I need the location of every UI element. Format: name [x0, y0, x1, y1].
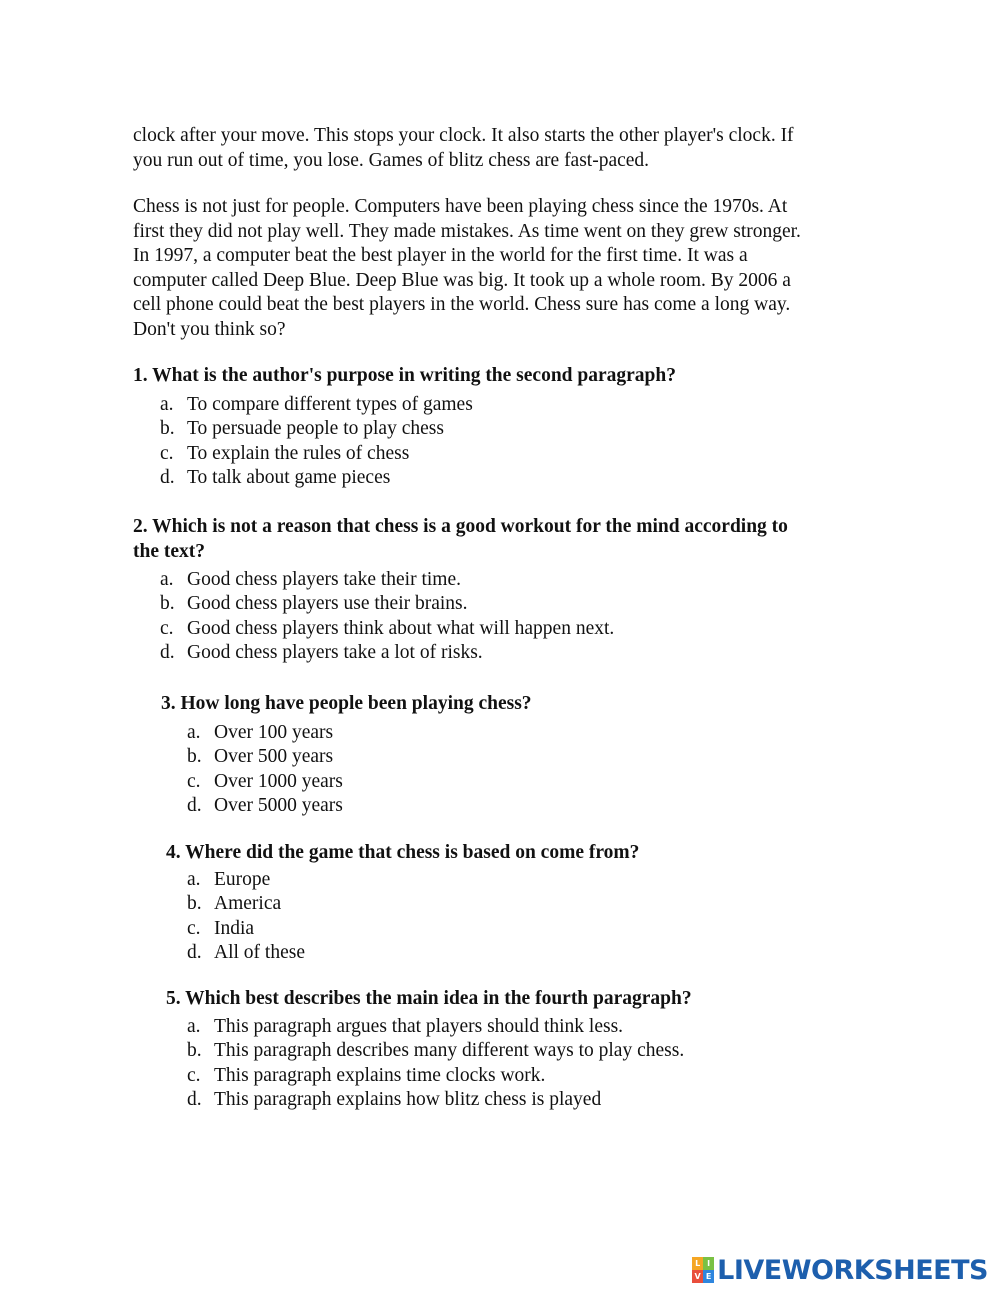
question-text: 5. Which best describes the main idea in the fourth paragraph? — [166, 988, 692, 1009]
option-letter: c. — [187, 1064, 201, 1086]
question-text: 3. How long have people been playing chess? — [161, 693, 532, 714]
paragraph-line: Don't you think so? — [133, 318, 286, 340]
option-d[interactable] — [187, 794, 343, 818]
option-text: To talk about game pieces — [187, 466, 391, 488]
option-text: India — [214, 917, 255, 939]
option-letter: a. — [187, 869, 201, 890]
option-letter: a. — [187, 722, 201, 743]
question-text: the text? — [133, 540, 206, 562]
option-text: To explain the rules of chess — [187, 442, 410, 464]
option-letter: b. — [187, 893, 202, 915]
option-letter: b. — [187, 1040, 202, 1062]
option-letter: c. — [160, 617, 174, 639]
option-letter: b. — [187, 746, 202, 768]
option-text: Over 1000 years — [214, 770, 343, 792]
question-3-options — [187, 721, 343, 818]
question-text: 4. Where did the game that chess is based on come from? — [166, 842, 640, 863]
option-a[interactable] — [160, 393, 473, 417]
option-text: Good chess players use their brains. — [187, 593, 468, 615]
option-b[interactable] — [160, 592, 614, 616]
option-a[interactable] — [160, 568, 614, 592]
question-5-options — [187, 1015, 684, 1112]
option-text: America — [214, 893, 282, 915]
option-text: This paragraph describes many different ways to play chess. — [214, 1040, 685, 1062]
liveworksheets-logo-text: LIVEWORKSHEETS — [717, 1254, 988, 1286]
option-c[interactable] — [187, 770, 343, 794]
option-c[interactable] — [160, 442, 473, 466]
option-text: Good chess players take their time. — [187, 569, 461, 590]
option-letter: d. — [160, 641, 175, 663]
option-text: All of these — [214, 941, 305, 963]
liveworksheets-logo-icon — [692, 1257, 714, 1283]
question-5 — [166, 987, 692, 1012]
option-letter: b. — [160, 593, 175, 615]
question-text: 2. Which is not a reason that chess is a good workout for the mind according to — [133, 516, 788, 537]
option-letter: c. — [187, 917, 201, 939]
paragraph-line: computer called Deep Blue. Deep Blue was big. It took up a whole room. By 2006 a — [133, 269, 791, 291]
option-text: This paragraph explains how blitz chess is played — [214, 1088, 602, 1110]
paragraph-line: cell phone could beat the best players in the world. Chess sure has come a long way. — [133, 294, 791, 316]
option-letter: d. — [187, 1088, 202, 1110]
option-d[interactable] — [160, 466, 473, 490]
option-letter: c. — [160, 442, 174, 464]
option-a[interactable] — [187, 721, 343, 745]
logo-tile: L — [692, 1257, 703, 1270]
paragraph-line: In 1997, a computer beat the best player in the world for the first time. It was a — [133, 245, 748, 267]
option-letter: d. — [187, 794, 202, 816]
option-text: This paragraph explains time clocks work. — [214, 1064, 546, 1086]
paragraph-1 — [133, 124, 878, 173]
question-4-options — [187, 868, 305, 965]
question-2-options — [160, 568, 614, 665]
option-text: Europe — [214, 869, 271, 890]
option-text: Over 500 years — [214, 746, 334, 768]
paragraph-line: clock after your move. This stops your clock. It also starts the other player's clock. If — [133, 125, 794, 146]
option-letter: a. — [160, 394, 174, 415]
option-text: This paragraph argues that players should think less. — [214, 1016, 624, 1037]
option-text: Over 5000 years — [214, 794, 343, 816]
option-letter: d. — [187, 941, 202, 963]
option-letter: c. — [187, 770, 201, 792]
option-text: To persuade people to play chess — [187, 418, 444, 440]
option-b[interactable] — [160, 417, 473, 441]
option-letter: d. — [160, 466, 175, 488]
question-1-options — [160, 393, 473, 490]
paragraph-line: you run out of time, you lose. Games of blitz chess are fast-paced. — [133, 149, 650, 171]
option-letter: a. — [187, 1016, 201, 1037]
question-3 — [161, 692, 532, 717]
logo-tile: E — [703, 1270, 714, 1283]
question-1 — [133, 364, 676, 389]
option-a[interactable] — [187, 868, 305, 892]
question-text: 1. What is the author's purpose in writing the second paragraph? — [133, 365, 676, 386]
liveworksheets-logo[interactable] — [692, 1250, 988, 1290]
option-text: Good chess players think about what will happen next. — [187, 617, 615, 639]
paragraph-2 — [133, 195, 878, 343]
paragraph-line: first they did not play well. They made mistakes. As time went on they grew stronger. — [133, 220, 801, 242]
option-a[interactable] — [187, 1015, 684, 1039]
question-2 — [133, 515, 788, 564]
option-text: Good chess players take a lot of risks. — [187, 641, 483, 663]
option-c[interactable] — [160, 617, 614, 641]
logo-tile: I — [703, 1257, 714, 1270]
option-c[interactable] — [187, 917, 305, 941]
option-d[interactable] — [160, 641, 614, 665]
option-b[interactable] — [187, 892, 305, 916]
option-text: To compare different types of games — [187, 394, 473, 415]
option-letter: b. — [160, 418, 175, 440]
option-text: Over 100 years — [214, 722, 334, 743]
option-b[interactable] — [187, 745, 343, 769]
option-c[interactable] — [187, 1064, 684, 1088]
option-b[interactable] — [187, 1039, 684, 1063]
logo-tile: V — [692, 1270, 703, 1283]
paragraph-line: Chess is not just for people. Computers have been playing chess since the 1970s. At — [133, 196, 788, 217]
option-d[interactable] — [187, 1088, 684, 1112]
option-d[interactable] — [187, 941, 305, 965]
option-letter: a. — [160, 569, 174, 590]
question-4 — [166, 841, 639, 866]
